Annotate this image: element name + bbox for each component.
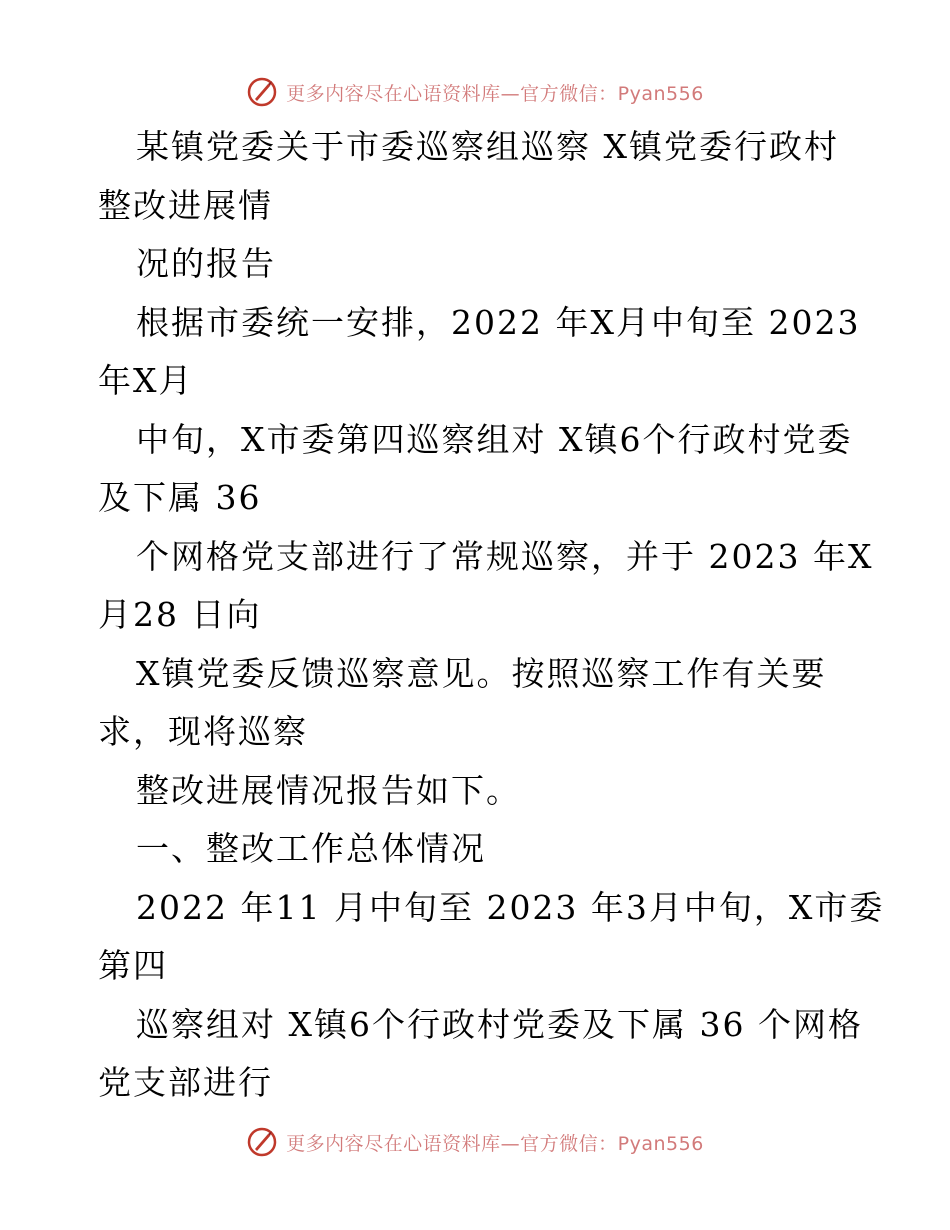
- paragraph-line: 第四: [98, 946, 168, 985]
- paragraph-line: X镇党委反馈巡察意见。按照巡察工作有关要: [136, 653, 827, 693]
- paragraph-line: 中旬，X市委第四巡察组对 X镇6个行政村党委: [136, 419, 853, 459]
- paragraph-line: 整改进展情况报告如下。: [136, 770, 521, 810]
- document-body: [98, 118, 888, 1113]
- quill-pen-seal-icon: [246, 76, 278, 108]
- title-line-1: 某镇党委关于市委巡察组巡察 X镇党委行政村: [136, 127, 839, 166]
- paragraph-line: 党支部进行: [98, 1063, 273, 1102]
- paragraph-line: 2022 年11 月中旬至 2023 年3月中旬，X市委: [136, 887, 885, 927]
- title-line-2: 整改进展情: [98, 185, 273, 225]
- paragraph-line: 个网格党支部进行了常规巡察，并于 2023 年X: [136, 536, 874, 576]
- paragraph-line: 根据市委统一安排，2022 年X月中旬至 2023: [136, 302, 861, 342]
- paragraph-line: 年X月: [98, 361, 194, 400]
- footer-watermark-text: 更多内容尽在心语资料库—官方微信：Pyan556: [286, 1132, 704, 1155]
- header-watermark-text: 更多内容尽在心语资料库—官方微信：Pyan556: [286, 82, 704, 105]
- paragraph-line: 求，现将巡察: [98, 712, 308, 751]
- paragraph-line: 及下属 36: [98, 478, 262, 517]
- title-line-3: 况的报告: [136, 244, 276, 283]
- paragraph-line: 月28 日向: [98, 595, 262, 634]
- paragraph-line: 巡察组对 X镇6个行政村党委及下属 36 个网格: [136, 1004, 863, 1044]
- section-heading: 一、整改工作总体情况: [136, 829, 486, 868]
- header-watermark: [0, 72, 950, 112]
- quill-pen-seal-icon: [246, 1126, 278, 1158]
- footer-watermark: [0, 1122, 950, 1162]
